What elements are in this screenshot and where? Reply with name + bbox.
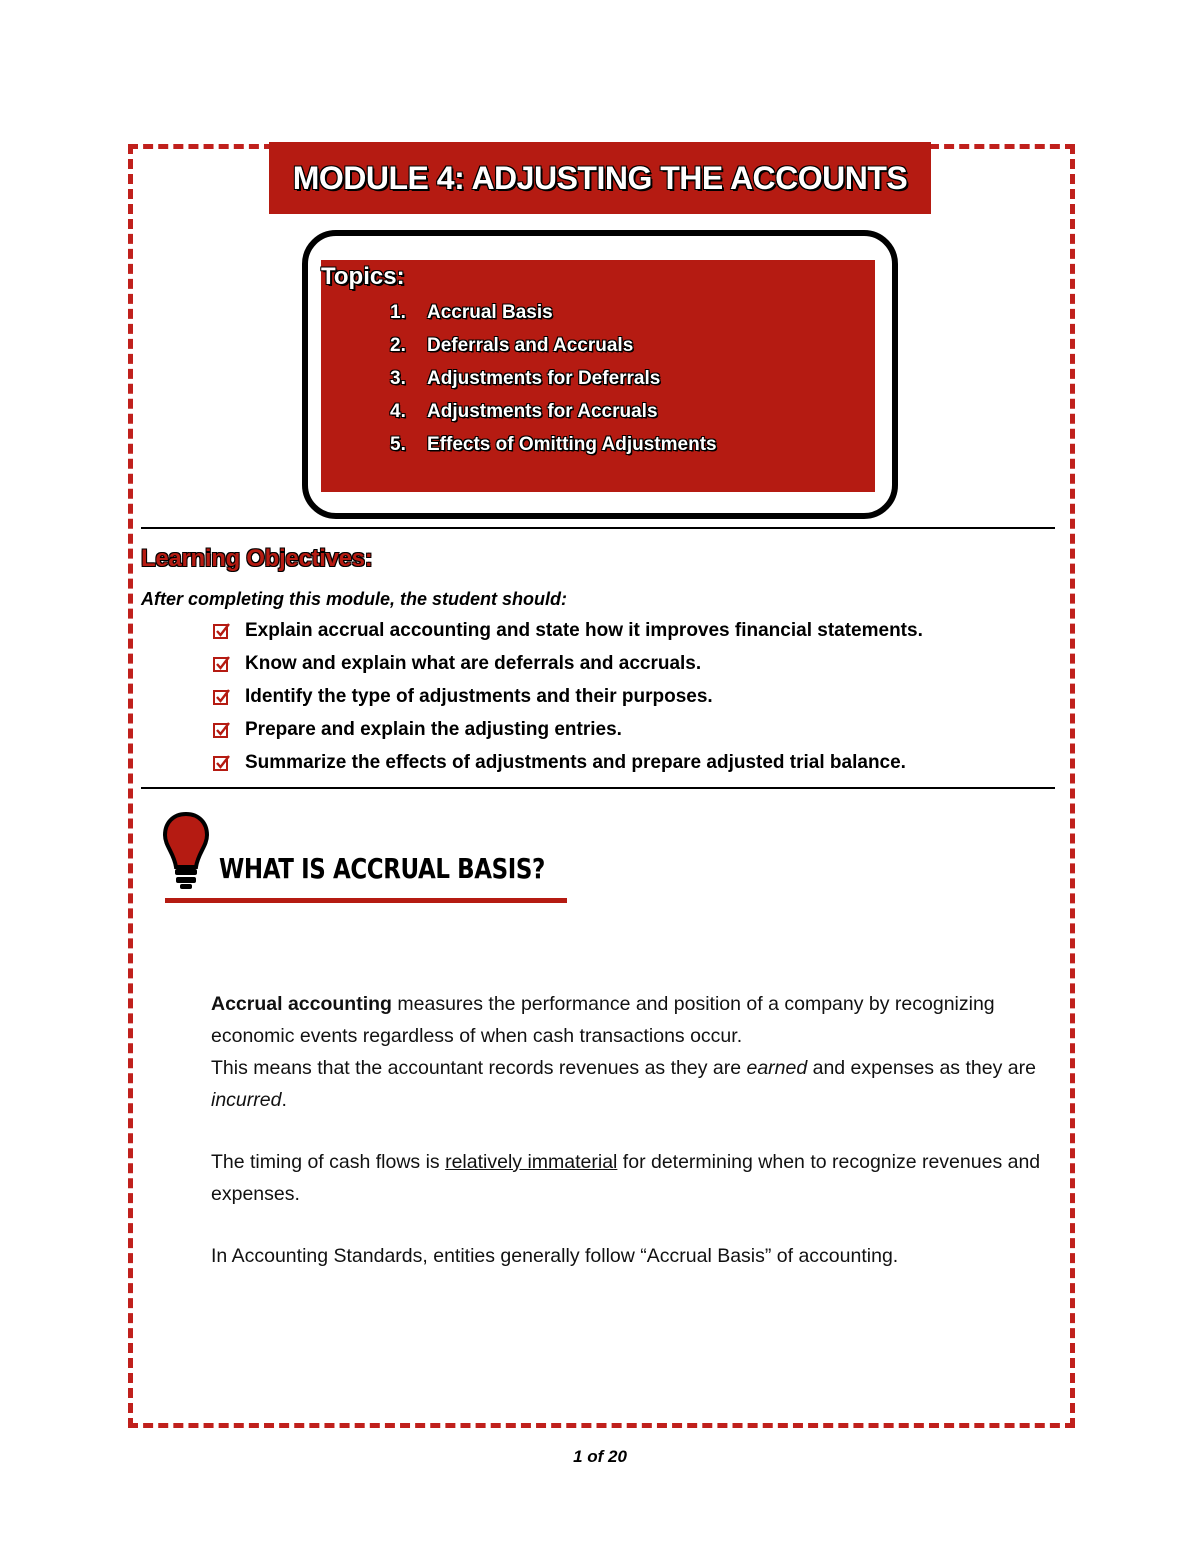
topic-item: 4. Adjustments for Accruals: [390, 401, 658, 422]
divider-bottom: [141, 787, 1055, 789]
checkbox-checked-icon: [213, 623, 230, 640]
paragraph: Accrual accounting measures the performance and position of a company by recognizing economic events regardless of when cash transactions occur.: [211, 993, 995, 1047]
section-title: WHAT IS ACCRUAL BASIS?: [219, 852, 545, 885]
checkbox-checked-icon: [213, 755, 230, 772]
objective-item: Know and explain what are deferrals and accruals.: [213, 653, 923, 686]
topics-list: [390, 302, 717, 467]
topic-item: 1. Accrual Basis: [390, 302, 553, 323]
module-title-banner: [269, 142, 931, 214]
lightbulb-icon: [162, 811, 210, 891]
checkbox-checked-icon: [213, 689, 230, 706]
learning-objectives-intro: After completing this module, the student should:: [141, 589, 567, 609]
divider-top: [141, 527, 1055, 529]
checkbox-checked-icon: [213, 722, 230, 739]
page-number: 1 of 20: [573, 1447, 627, 1466]
topic-item: 2. Deferrals and Accruals: [390, 335, 634, 356]
topic-item: 5. Effects of Omitting Adjustments: [390, 434, 717, 455]
topic-item: 3. Adjustments for Deferrals: [390, 368, 661, 389]
paragraph: In Accounting Standards, entities generally follow “Accrual Basis” of accounting.: [211, 1245, 899, 1267]
objective-item: Identify the type of adjustments and their purposes.: [213, 686, 923, 719]
topics-heading: Topics:: [321, 263, 405, 290]
module-title: MODULE 4: ADJUSTING THE ACCOUNTS: [292, 159, 908, 196]
objective-item: Summarize the effects of adjustments and prepare adjusted trial balance.: [213, 752, 923, 785]
learning-objectives-heading: Learning Objectives:: [141, 545, 373, 572]
checkbox-checked-icon: [213, 656, 230, 673]
objective-item: Explain accrual accounting and state how it improves financial statements.: [213, 620, 923, 653]
paragraph: The timing of cash flows is relatively immaterial for determining when to recognize revenues and expenses.: [211, 1151, 1041, 1205]
objective-item: Prepare and explain the adjusting entries.: [213, 719, 923, 752]
objectives-list: [213, 620, 923, 785]
section-body: [211, 988, 1051, 1272]
paragraph: This means that the accountant records revenues as they are earned and expenses as they are incurred.: [211, 1057, 1036, 1111]
section-title-underline: [165, 898, 567, 903]
